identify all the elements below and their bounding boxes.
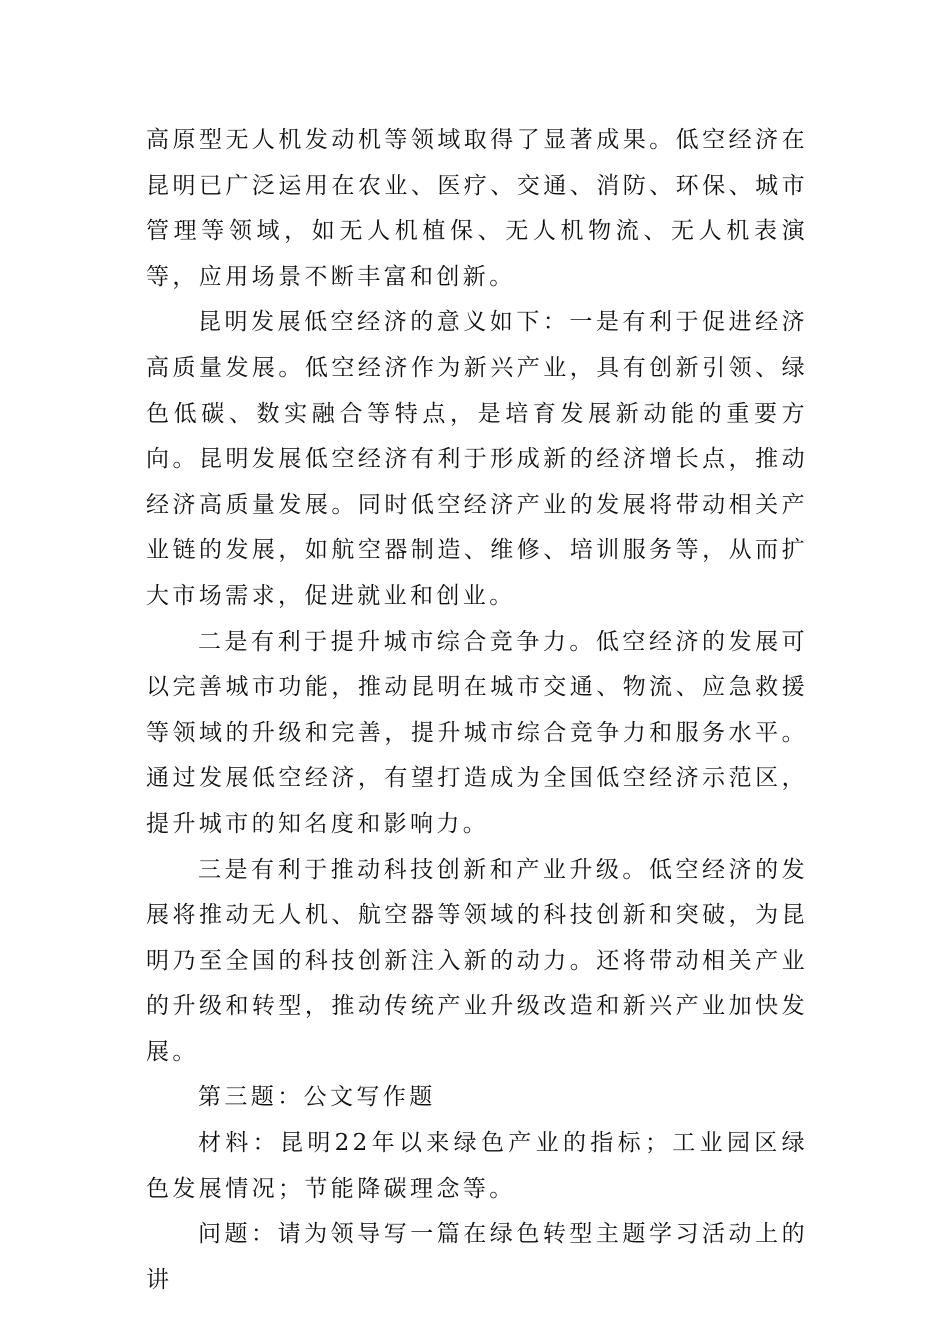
paragraph-materials: 材料：昆明22年以来绿色产业的指标；工业园区绿色发展情况；节能降碳理念等。 <box>146 1130 808 1202</box>
paragraph-significance-one: 昆明发展低空经济的意义如下：一是有利于促进经济高质量发展。低空经济作为新兴产业，具有创新引领、绿色低碳、数实融合等特点，是培育发展新动能的重要方向。昆明发展低空经济有利于形成新的经济增长点，推动经济高质量发展。同时低空经济产业的发展将带动相关产业链的发展，如航空器制造、维修、培训服务等，从而扩大市场需求，促进就业和创业。 <box>146 309 808 609</box>
paragraph-significance-two: 二是有利于提升城市综合竞争力。低空经济的发展可以完善城市功能，推动昆明在城市交通、物流、应急救援等领域的升级和完善，提升城市综合竞争力和服务水平。通过发展低空经济，有望打造成为全国低空经济示范区，提升城市的知名度和影响力。 <box>146 628 808 837</box>
document-body <box>146 118 808 1303</box>
paragraph-question: 问题：请为领导写一篇在绿色转型主题学习活动上的讲 <box>146 1221 808 1293</box>
paragraph-achievements: 高原型无人机发动机等领域取得了显著成果。低空经济在昆明已广泛运用在农业、医疗、交通、消防、环保、城市管理等领域，如无人机植保、无人机物流、无人机表演等，应用场景不断丰富和创新。 <box>146 127 808 290</box>
paragraph-significance-three: 三是有利于推动科技创新和产业升级。低空经济的发展将推动无人机、航空器等领域的科技创新和突破，为昆明乃至全国的科技创新注入新的动力。还将带动相关产业的升级和转型，推动传统产业升级改造和新兴产业加快发展。 <box>146 856 808 1065</box>
section-heading-question-three: 第三题：公文写作题 <box>198 1084 436 1111</box>
